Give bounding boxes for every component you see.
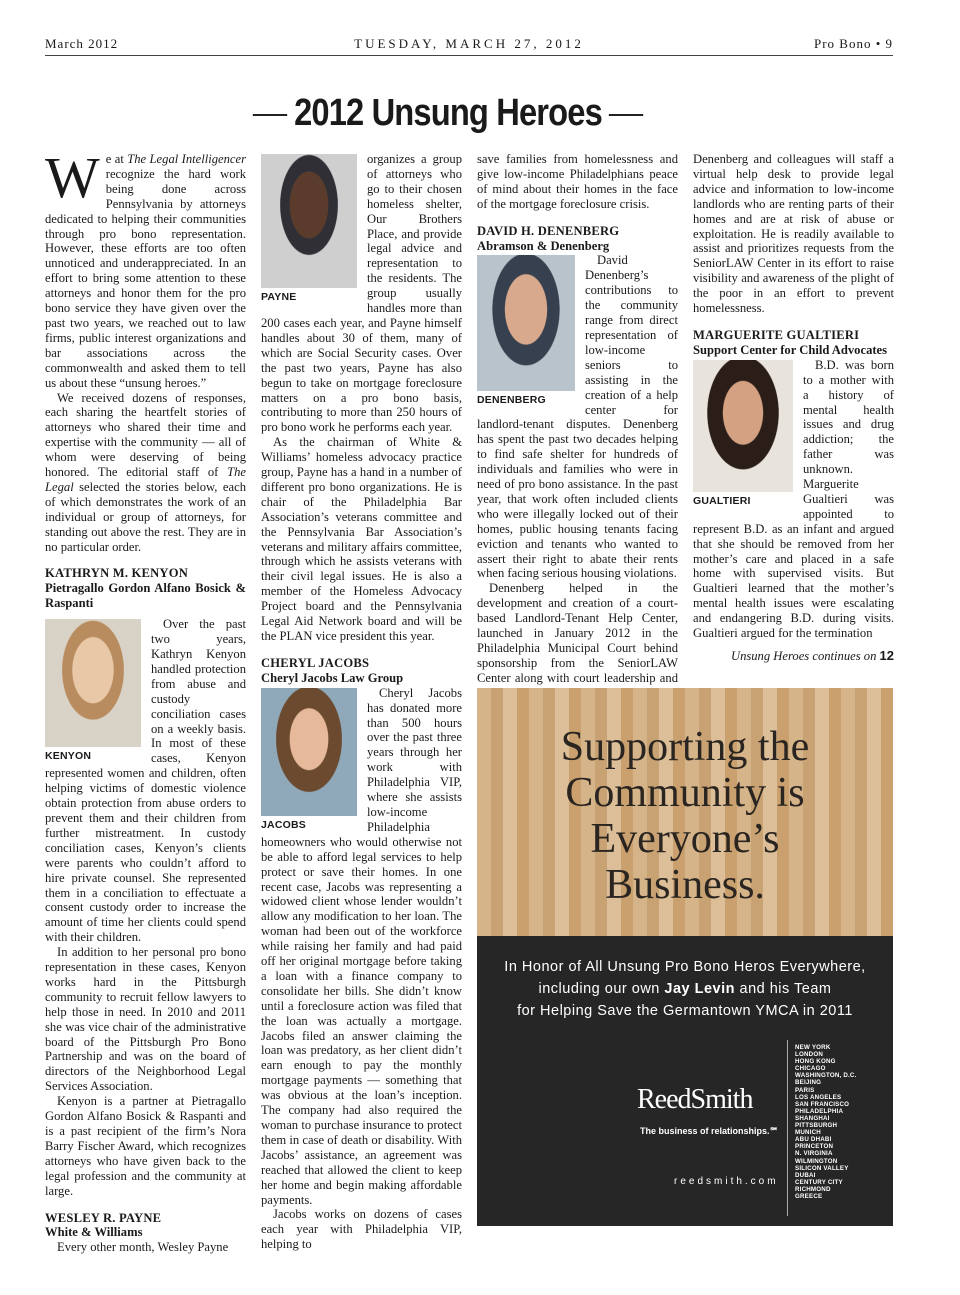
photo-denenberg xyxy=(477,255,575,408)
office-city: WILMINGTON xyxy=(795,1157,838,1165)
photo-caption: DENENBERG xyxy=(477,394,546,407)
portrait-image xyxy=(477,255,575,391)
portrait-image xyxy=(261,154,357,288)
photo-kenyon xyxy=(45,619,141,764)
office-city: SHANGHAI xyxy=(795,1114,830,1122)
ad-url: reedsmith.com xyxy=(674,1176,779,1187)
payne-paragraph-2: As the chairman of White & Williams’ homeless advocacy practice group, Payne has a hand in a number of different pro bono organizations. He is chair of the Philadelphia Bar Association’s veterans committee and the Pennsylvania Bar Association’s veterans and military affairs committee, through which he assists veterans with their civil legal issues. He is also a member of the Homeless Advocacy Project board and the Pennsylvania Legal Aid Network board and will be the PLAN vice president this year. xyxy=(261,435,462,643)
headline-dash-right xyxy=(609,114,643,116)
office-city: DUBAI xyxy=(795,1171,816,1179)
continued-page: 12 xyxy=(879,648,894,663)
jacobs-paragraph-1: Cheryl Jacobs has donated more than 500 hours over the past three years through her work with Philadelphia VIP, where she assists low-income Philadelphia homeowners who would otherwise not be able to afford legal services to help protect or save their homes. In one recent case, Jacobs was representing a widowed client whose lender wouldn’t allow any modification to her loan. The woman had been out of the workforce while raising her family and had paid off her original mortgage before taking a loan with a finance company to consolidate her bills. She didn’t know until a foreclosure action was filed that the loan was actually a mortgage. Jacobs filed an answer claiming the loan was predatory, as her client didn’t earn enough to pay the monthly mortgage payments — something that was obvious at the loan’s inception. The company had also required the woman to purchase insurance to protect them in case of death or disability. With Jacobs’ assistance, an agreement was reached that allowed the client to keep her home and begin making affordable payments. xyxy=(261,685,462,1207)
honoree-name-gualtieri: MARGUERITE GUALTIERI xyxy=(693,327,860,342)
honoree-name-denenberg: DAVID H. DENENBERG xyxy=(477,223,620,238)
office-city: BEIJING xyxy=(795,1079,822,1087)
reedsmith-logo: ReedSmith xyxy=(637,1084,753,1115)
kenyon-paragraph-1: Over the past two years, Kathryn Kenyon handled protection from abuse and custody conciliation cases on a weekly basis. In most of these cases, Kenyon represented women and children, often helping victims of domestic violence obtain protection from abuse orders to prevent them and their children from further mistreatment. In custody conciliation cases, Kenyon’s clients were parents who couldn’t afford to hire private counsel. She represented them in a conciliation to effectuate a consent custody order to increase the amount of time her clients could spend with their children. xyxy=(45,617,246,945)
office-city: ABU DHABI xyxy=(795,1136,832,1144)
wood-background xyxy=(477,688,893,936)
header-rule xyxy=(45,55,893,56)
jacobs-paragraph-2-start: Jacobs works on dozens of cases each year with Philadelphia VIP, helping to xyxy=(261,1207,462,1252)
office-city: RICHMOND xyxy=(795,1185,831,1193)
ad-tagline: The business of relationships.℠ xyxy=(640,1126,779,1136)
ad-headline xyxy=(477,724,893,908)
portrait-image xyxy=(261,688,357,816)
denenberg-paragraph-3: Denenberg and colleagues will staff a virtual help desk to provide legal advice and information to low-income landlords who are renting parts of their homes and are at risk of abuse or exploitation. He is readily available to assist and prioritizes requests from the SeniorLAW Center in its effort to raise visibility and awareness of the plight of the poor in an effort to prevent homelessness. xyxy=(693,152,894,316)
publication-name-short: The Legal xyxy=(45,465,246,494)
office-city: PITTSBURGH xyxy=(795,1122,838,1130)
office-city: N. VIRGINIA xyxy=(795,1150,833,1158)
column-4 xyxy=(693,152,894,664)
payne-paragraph-1-start: Every other month, Wesley Payne xyxy=(57,1240,229,1255)
office-city: WASHINGTON, D.C. xyxy=(795,1072,857,1080)
office-city: PARIS xyxy=(795,1086,815,1094)
payne-paragraph-1-cont: organizes a group of attorneys who go to their chosen homeless shelter, Our Brothers Place, and provide legal advice and representation to the residents. The group usually handles more than 200 cases each year, and Payne himself handles about 30 of them, many of which are Social Security cases. Over the past two years, Payne has also begun to take on mortgage foreclosure matters on a pro bono basis, contributing to more than 250 hours of pro bono work he performs each year. xyxy=(261,152,462,435)
reedsmith-advertisement xyxy=(477,688,893,1226)
continued-text: Unsung Heroes continues on xyxy=(730,649,877,663)
ad-divider xyxy=(787,1040,788,1216)
photo-caption: GUALTIERI xyxy=(693,494,751,507)
section-page: Pro Bono • 9 xyxy=(813,36,893,51)
honoree-name-kenyon: KATHRYN M. KENYON xyxy=(45,566,189,581)
photo-payne xyxy=(261,154,357,305)
honoree-firm-denenberg: Abramson & Denenberg xyxy=(477,238,610,253)
ad-headline-line: Business. xyxy=(605,862,765,908)
honoree-firm-kenyon: Pietragallo Gordon Alfano Bosick & Raspanti xyxy=(45,581,246,611)
drop-cap: W xyxy=(45,145,100,210)
kenyon-paragraph-3: Kenyon is a partner at Pietragallo Gordon Alfano Bosick & Raspanti and is a past recipient of the firm’s Nora Barry Fischer Award, which recognizes attorneys who have given back to the legal profession and the community at large. xyxy=(45,1094,246,1198)
ad-headline-line: Community is xyxy=(565,770,805,816)
running-head xyxy=(45,36,893,56)
ad-headline-line: Everyone’s xyxy=(590,816,780,862)
office-city: SAN FRANCISCO xyxy=(795,1100,850,1108)
photo-caption: PAYNE xyxy=(261,291,297,303)
office-city: LONDON xyxy=(795,1051,824,1059)
ad-honor-text: In Honor of All Unsung Pro Bono Heros Everywhere, including our own Jay Levin and his Team for Helping Save the Germantown YMCA in 2011 xyxy=(504,959,866,1019)
denenberg-paragraph-2: Denenberg helped in the development and creation of a court-based Landlord-Tenant Help Center, launched in January 2012 in the Philadelphia Municipal Court behind sponsorship from the SeniorLAW Center along with court leadership and xyxy=(477,581,678,685)
office-city: CHICAGO xyxy=(795,1065,826,1073)
headline-text: 2012 Unsung Heroes xyxy=(294,92,602,134)
honoree-firm-jacobs: Cheryl Jacobs Law Group xyxy=(261,670,404,685)
office-city: MUNICH xyxy=(795,1129,821,1137)
office-city: HONG KONG xyxy=(795,1058,836,1066)
honoree-firm-gualtieri: Support Center for Child Advocates xyxy=(693,342,888,357)
photo-caption: JACOBS xyxy=(261,818,306,831)
office-city: CENTURY CITY xyxy=(795,1178,843,1186)
denenberg-paragraph-1: David Denenberg’s contributions to the community range from direct representation of low-income seniors to assisting in the creation of a help center for landlord-tenant disputes. Denenberg has spent the past two decades helping to find safe shelter for hundreds of individuals and families who were in need of pro bono assistance. In the past year, that work often included clients who were illegally locked out of their homes, public housing tenants facing eviction and tenants who wanted to assert their right to abate their rents when facing serious housing violations. xyxy=(477,253,678,581)
intro-paragraph-1: We at The Legal Intelligencer recognize the hard work being done across Pennsylvania by attorneys dedicated to helping their communities through pro bono representation. However, these efforts are too often unnoticed and underappreciated. In an effort to bring some attention to these attorneys and honor them for the pro bono service they have given over the past two years, we reached out to law firms, public interest organizations and bar associations across the commonwealth and asked them to tell us about these “unsung heroes.” xyxy=(45,145,246,390)
office-city: SILICON VALLEY xyxy=(795,1164,849,1172)
kenyon-paragraph-2: In addition to her personal pro bono representation in these cases, Kenyon works hard in the Pittsburgh community to recruit fellow lawyers to help those in need. In 2010 and 2011 she was vice chair of the administrative board of the Pittsburgh Pro Bono Partnership and was on the board of directors of the Neighborhood Legal Services Association. xyxy=(45,945,246,1094)
intro-paragraph-2: We received dozens of responses, each sharing the heartfelt stories of attorneys who shared their time and expertise with the community — all of whom were deserving of being honored. The editorial staff of The Legal selected the stories below, each of which demonstrates the work of an individual or group of attorneys, for standing out above the rest. They are in no particular order. xyxy=(45,390,246,554)
photo-jacobs xyxy=(261,688,357,833)
honoree-name-jacobs: CHERYL JACOBS xyxy=(261,655,370,670)
headline-dash-left xyxy=(253,114,287,116)
photo-gualtieri xyxy=(693,360,793,509)
honoree-firm-payne: White & Williams xyxy=(45,1225,143,1240)
continued-line xyxy=(693,649,894,664)
honoree-highlight: Jay Levin xyxy=(664,981,735,997)
office-city: LOS ANGELES xyxy=(795,1093,842,1101)
gualtieri-paragraph-1: B.D. was born to a mother with a history of mental health issues and drug addiction; the father was unknown. Marguerite Gualtieri was appointed to represent B.D. as an infant and argued that she should be removed from her mother’s care and placed in a safe home with supervised visits. But Gualtieri learned that the mother’s mental health issues were escalating and endangering B.D. during visits. Gualtieri argued for the termination xyxy=(693,357,894,641)
portrait-image xyxy=(693,360,793,492)
office-city: PRINCETON xyxy=(795,1143,834,1151)
column-3 xyxy=(477,152,678,701)
publication-name: The Legal Intelligencer xyxy=(127,152,246,166)
office-city: PHILADELPHIA xyxy=(795,1107,844,1115)
office-city: NEW YORK xyxy=(795,1044,831,1051)
office-city-list xyxy=(795,1044,857,1200)
jacobs-paragraph-2-cont: save families from homelessness and give low-income Philadelphians peace of mind about their homes in the face of the mortgage foreclosure crisis. xyxy=(477,152,678,211)
ad-headline-line: Supporting the xyxy=(560,724,810,770)
issue-date: TUESDAY, MARCH 27, 2012 xyxy=(354,36,584,51)
portrait-image xyxy=(45,619,141,747)
column-1 xyxy=(45,145,246,1255)
ad-dark-panel xyxy=(477,936,893,1226)
office-city: GREECE xyxy=(795,1192,823,1200)
page-headline xyxy=(63,92,834,135)
issue-month: March 2012 xyxy=(45,36,119,51)
photo-caption: KENYON xyxy=(45,750,92,763)
column-2 xyxy=(261,152,462,1252)
honoree-name-payne: WESLEY R. PAYNE xyxy=(45,1210,162,1225)
